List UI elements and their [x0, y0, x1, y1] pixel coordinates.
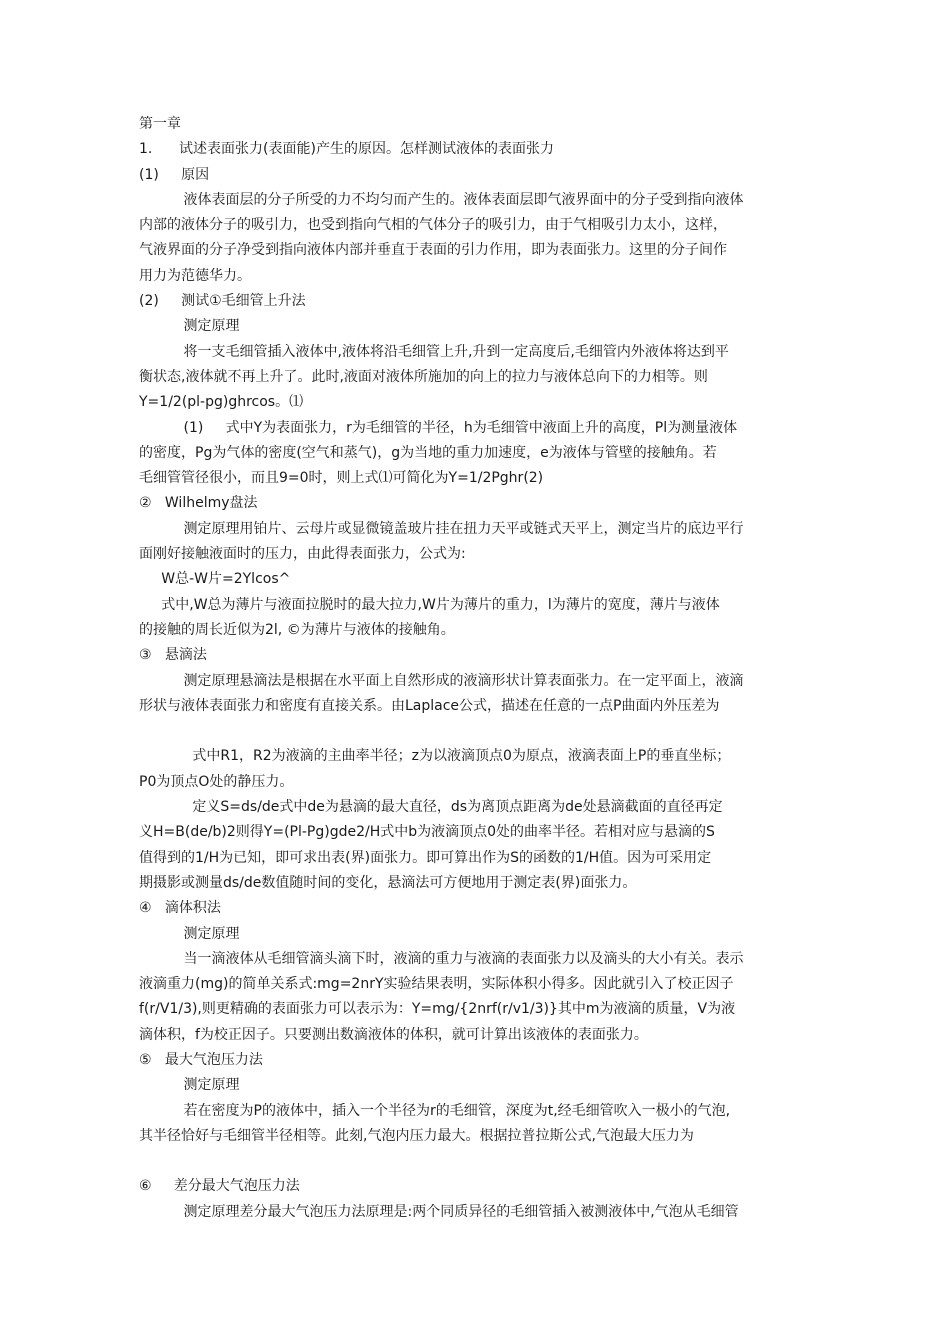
text-line: 测定原理悬滴法是根据在水平面上自然形成的液滴形状计算表面张力。在一定平面上，液滴 [139, 672, 744, 689]
text-line: 其半径恰好与毛细管半径相等。此刻,气泡内压力最大。根据拉普拉斯公式,气泡最大压力为 [139, 1127, 694, 1144]
method-heading: ⑤ 最大气泡压力法 [139, 1051, 263, 1068]
text-line: 形状与液体表面张力和密度有直接关系。由Laplace公式，描述在任意的一点P曲面内外压差为 [139, 697, 720, 714]
blank-line [139, 719, 819, 744]
subheading: 测定原理 [139, 1077, 240, 1094]
text-line: P0为顶点O处的静压力。 [139, 773, 294, 790]
text-line: 义H=B(de/b)2则得Y=(Pl-Pg)gde2/H式中b为液滴顶点0处的曲率半径。若相对应与悬滴的S [139, 824, 715, 841]
text-line: 定义S=ds/de式中de为悬滴的最大直径，ds为离顶点距离为de处悬滴截面的直径再定 [139, 799, 723, 816]
text-line: 式中,W总为薄片与液面拉脱时的最大拉力,W片为薄片的重力，l为薄片的宽度，薄片与液体 [139, 596, 720, 613]
text-line: 测定原理差分最大气泡压力法原理是:两个同质异径的毛细管插入被测液体中,气泡从毛细管 [139, 1203, 739, 1220]
text-line: 液滴重力(mg)的简单关系式:mg=2nrY实验结果表明，实际体积小得多。因此就引入了校正因子 [139, 976, 734, 993]
text-line: 测定原理用铂片、云母片或显微镜盖玻片挂在扭力天平或链式天平上，测定当片的底边平行 [139, 520, 744, 537]
section-heading: (2) 测试①毛细管上升法 [139, 293, 306, 310]
text-line: (1) 式中Y为表面张力，r为毛细管的半径，h为毛细管中液面上升的高度，Pl为测量液体 [139, 419, 738, 436]
text-line: 期摄影或测量ds/de数值随时间的变化，悬滴法可方便地用于测定表(界)面张力。 [139, 874, 637, 891]
section-heading: (1) 原因 [139, 166, 210, 183]
text-line: 若在密度为P的液体中，插入一个半径为r的毛细管，深度为t,经毛细管吹入一极小的气泡, [139, 1102, 731, 1119]
text-line: 将一支毛细管插入液体中,液体将沿毛细管上升,升到一定高度后,毛细管内外液体将达到平 [139, 343, 729, 360]
text-line: 的接触的周长近似为2l, ©为薄片与液体的接触角。 [139, 621, 455, 638]
text-line: 的密度，Pg为气体的密度(空气和蒸气)，g为当地的重力加速度，e为液体与管壁的接触角。若 [139, 444, 717, 461]
question-1: 1. 试述表面张力(表面能)产生的原因。怎样测试液体的表面张力 [139, 141, 554, 158]
method-heading: ② Wilhelmy盘法 [139, 495, 258, 512]
text-line: f(r/V1/3),则更精确的表面张力可以表示为：Y=mg/{2nrf(r/v1/3)}其中m为液滴的质量，V为液 [139, 1001, 736, 1018]
method-heading: ④ 滴体积法 [139, 900, 221, 917]
text-line: 式中R1，R2为液滴的主曲率半径；z为以液滴顶点0为原点，液滴表面上P的垂直坐标； [139, 748, 731, 765]
text-line: 用力为范德华力。 [139, 267, 251, 284]
subheading: 测定原理 [139, 318, 240, 335]
text-line: 液体表面层的分子所受的力不均匀而产生的。液体表面层即气液界面中的分子受到指向液体 [139, 191, 744, 208]
method-heading: ⑥ 差分最大气泡压力法 [139, 1178, 300, 1195]
text-line: 面刚好接触液面时的压力，由此得表面张力，公式为: [139, 546, 466, 563]
formula-line: W总-W片=2Ylcos^ [139, 571, 291, 588]
blank-line [139, 1149, 819, 1174]
document-body [139, 112, 819, 1225]
chapter-heading: 第一章 [139, 116, 181, 132]
text-line: 当一滴液体从毛细管滴头滴下时，液滴的重力与液滴的表面张力以及滴头的大小有关。表示 [139, 950, 744, 967]
text-line: 气液界面的分子净受到指向液体内部并垂直于表面的引力作用，即为表面张力。这里的分子间作 [139, 242, 727, 259]
formula-line: Y=1/2(pl-pg)ghrcos。⑴ [139, 394, 304, 411]
text-line: 值得到的1/H为已知，即可求出表(界)面张力。即可算出作为S的函数的1/H值。因为可采用定 [139, 849, 712, 866]
text-line: 毛细管管径很小，而且9=0时，则上式⑴可简化为Y=1/2Pghr(2) [139, 470, 544, 487]
text-line: 滴体积，f为校正因子。只要测出数滴液体的体积，就可计算出该液体的表面张力。 [139, 1026, 648, 1043]
text-line: 衡状态,液体就不再上升了。此时,液面对液体所施加的向上的拉力与液体总向下的力相等。则 [139, 368, 708, 385]
text-line: 内部的液体分子的吸引力，也受到指向气相的气体分子的吸引力，由于气相吸引力太小，这样， [139, 217, 727, 234]
subheading: 测定原理 [139, 925, 240, 942]
method-heading: ③ 悬滴法 [139, 647, 207, 664]
